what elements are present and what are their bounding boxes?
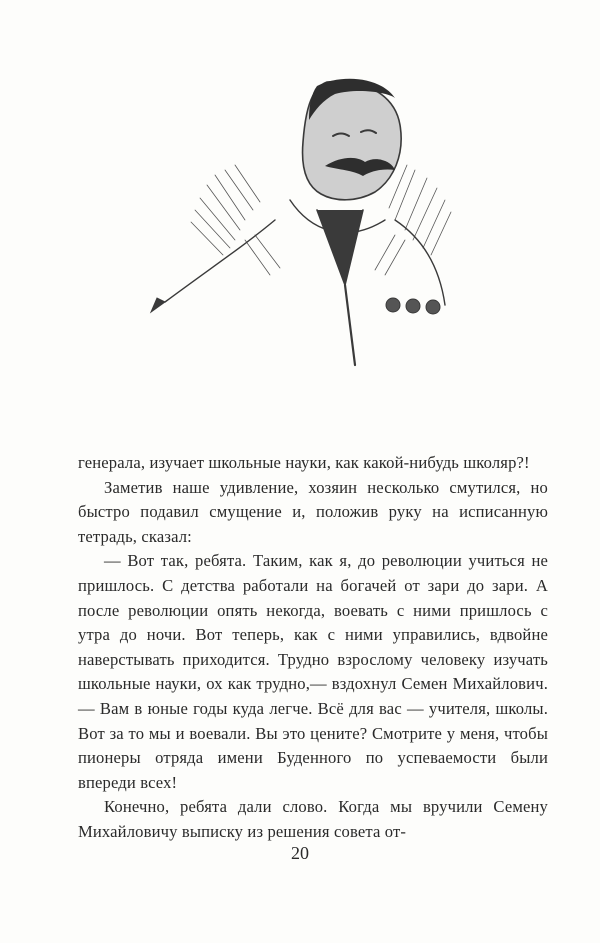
paragraph-1: генерала, изучает школьные науки, как какой-нибудь школяр?! [78,453,530,472]
paragraph-2: Заметив наше удивление, хозяин несколько смутился, но быстро подавил смущение и, положив руку на исписанную тетрадь, сказал: [78,477,548,546]
paragraph-3: — Вот так, ребята. Таким, как я, до революции учиться не пришлось. С детства работали на богачей от зари до зари. А после революции опять некогда, воевать с ними пришлось с утра до ночи. Вот теперь, как с ними управились, вдвойне наверстывать приходится. Трудно взрослому человеку изучать школьные науки, ох как трудно,— вздохнул Семен Михайлович.— Вам в юные годы куда легче. Всё для вас — учителя, школы. Вот за то мы и воевали. Вы это цените? Смотрите у меня, чтобы пионеры отряда имени Буденного по успеваемости были впереди всех! [78,551,548,792]
body-text [78,451,548,845]
paragraph-4: Конечно, ребята дали слово. Когда мы вручили Семену Михайловичу выписку из решения совета от- [78,797,548,841]
page-number: 20 [291,843,309,863]
portrait-illustration [95,70,535,400]
